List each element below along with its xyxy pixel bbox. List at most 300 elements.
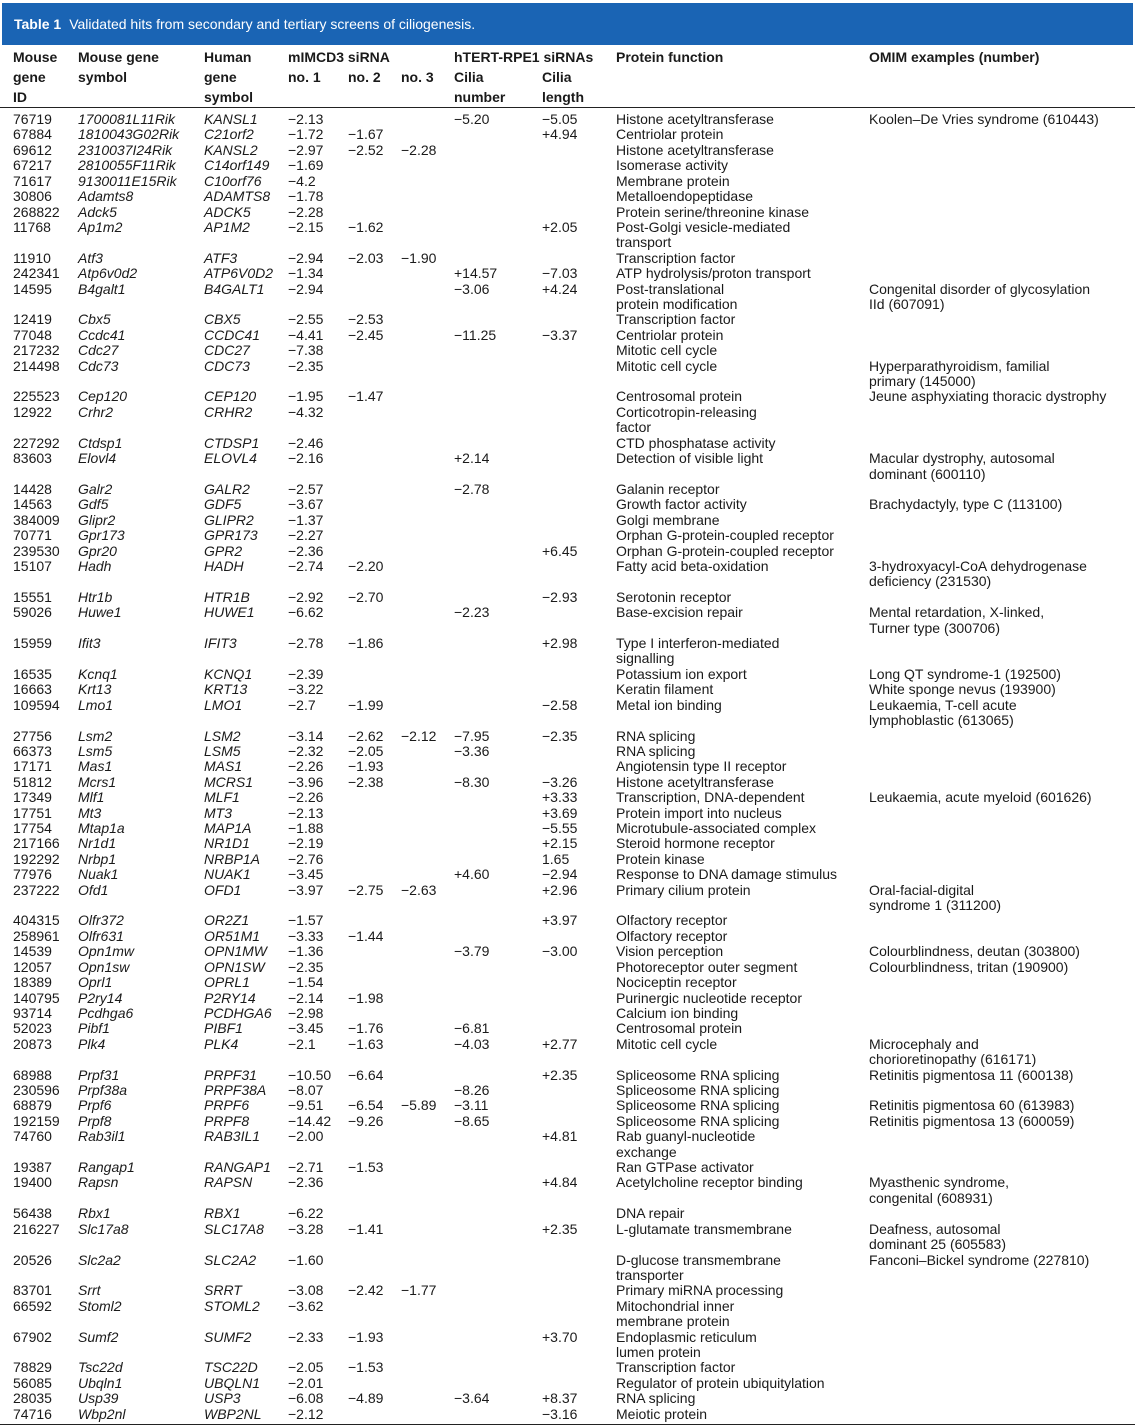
cell-mouse-gene-id: 12057 — [13, 958, 52, 975]
cell-protein-function: Transcription factor — [616, 249, 736, 266]
table-row — [0, 220, 1135, 251]
table-row — [0, 605, 1135, 636]
cell-mimcd3-no1: −6.62 — [288, 604, 324, 621]
cell-mouse-gene-symbol: Rapsn — [78, 1174, 119, 1191]
cell-mimcd3-no1: −2.36 — [288, 542, 324, 559]
cell-human-gene-symbol: WBP2NL — [204, 1405, 262, 1422]
cell-mouse-gene-symbol: Tsc22d — [78, 1359, 123, 1376]
cell-human-gene-symbol: ATF3 — [204, 249, 238, 266]
cell-human-gene-symbol: GPR173 — [204, 527, 258, 544]
cell-mimcd3-no3: −5.89 — [401, 1097, 437, 1114]
table-row — [0, 482, 1135, 497]
cell-mimcd3-no1: −9.51 — [288, 1097, 324, 1114]
cell-mimcd3-no2: −2.75 — [348, 881, 384, 898]
cell-mimcd3-no1: −2.15 — [288, 218, 324, 235]
cell-mouse-gene-id: 28035 — [13, 1390, 52, 1407]
cell-mouse-gene-symbol: B4galt1 — [78, 280, 126, 297]
cell-mouse-gene-symbol: Oprl1 — [78, 974, 113, 991]
cell-protein-function: Primary cilium protein — [616, 881, 751, 898]
cell-omim: Oral-facial-digital syndrome 1 (311200) — [869, 881, 1002, 913]
table-row — [0, 1037, 1135, 1068]
cell-mouse-gene-symbol: Srrt — [78, 1282, 101, 1299]
cell-mouse-gene-id: 30806 — [13, 188, 52, 205]
cell-cilia-number: +2.14 — [454, 450, 490, 467]
cell-cilia-length: +4.84 — [542, 1174, 578, 1191]
table-row — [0, 451, 1135, 482]
cell-protein-function: L-glutamate transmembrane — [616, 1220, 792, 1237]
cell-mouse-gene-id: 12419 — [13, 311, 52, 328]
table-row — [0, 682, 1135, 697]
cell-mouse-gene-symbol: Pibf1 — [78, 1020, 110, 1037]
cell-human-gene-symbol: LSM5 — [204, 742, 241, 759]
cell-protein-function: Post-translational protein modification — [616, 280, 738, 312]
cell-human-gene-symbol: USP3 — [204, 1390, 241, 1407]
cell-human-gene-symbol: KRT13 — [204, 681, 248, 698]
cell-mimcd3-no1: −2.27 — [288, 527, 324, 544]
cell-mouse-gene-id: 20873 — [13, 1035, 52, 1052]
cell-protein-function: D-glucose transmembrane transporter — [616, 1251, 781, 1283]
cell-protein-function: Galanin receptor — [616, 480, 720, 497]
header-mimcd3-sirna: mIMCD3 siRNA — [288, 49, 390, 65]
cell-mouse-gene-symbol: Rbx1 — [78, 1205, 111, 1222]
cell-mimcd3-no2: −2.20 — [348, 557, 384, 574]
cell-protein-function: Regulator of protein ubiquitylation — [616, 1374, 825, 1391]
cell-protein-function: Nociceptin receptor — [616, 974, 737, 991]
cell-mimcd3-no2: −6.64 — [348, 1066, 384, 1083]
cell-mouse-gene-symbol: Cdc27 — [78, 342, 119, 359]
table-row — [0, 405, 1135, 436]
cell-omim: Retinitis pigmentosa 60 (613983) — [869, 1097, 1075, 1114]
cell-protein-function: Centrosomal protein — [616, 388, 743, 405]
cell-mimcd3-no2: −9.26 — [348, 1112, 384, 1129]
cell-human-gene-symbol: OPN1MW — [204, 943, 267, 960]
table-row — [0, 913, 1135, 928]
cell-mouse-gene-id: 109594 — [13, 696, 60, 713]
cell-cilia-length: +6.45 — [542, 542, 578, 559]
cell-mouse-gene-id: 239530 — [13, 542, 60, 559]
cell-mouse-gene-symbol: Gpr173 — [78, 527, 125, 544]
cell-protein-function: Growth factor activity — [616, 496, 747, 513]
cell-mimcd3-no1: −2.16 — [288, 450, 324, 467]
table-row — [0, 1283, 1135, 1298]
table-row — [0, 729, 1135, 744]
cell-protein-function: ATP hydrolysis/proton transport — [616, 265, 811, 282]
table-row — [0, 852, 1135, 867]
cell-human-gene-symbol: CEP120 — [204, 388, 257, 405]
cell-omim: Colourblindness, tritan (190900) — [869, 958, 1069, 975]
cell-mimcd3-no1: −2.78 — [288, 635, 324, 651]
cell-human-gene-symbol: KANSL1 — [204, 111, 258, 127]
cell-mouse-gene-symbol: Slc17a8 — [78, 1220, 129, 1237]
cell-human-gene-symbol: UBQLN1 — [204, 1374, 261, 1391]
cell-mimcd3-no1: −2.39 — [288, 665, 324, 682]
cell-mimcd3-no3: −2.28 — [401, 141, 437, 158]
cell-protein-function: Mitotic cell cycle — [616, 1035, 718, 1052]
cell-protein-function: Membrane protein — [616, 172, 730, 189]
cell-mouse-gene-symbol: Prpf38a — [78, 1081, 128, 1098]
header-human-gene-symbol: Human gene symbol — [204, 49, 254, 105]
cell-mouse-gene-id: 20526 — [13, 1251, 52, 1268]
cell-cilia-number: +4.60 — [454, 866, 490, 883]
cell-mimcd3-no2: −1.93 — [348, 758, 384, 775]
table-row — [0, 282, 1135, 313]
cell-cilia-length: +2.96 — [542, 881, 578, 898]
cell-protein-function: Spliceosome RNA splicing — [616, 1097, 780, 1114]
table-caption-text: Validated hits from secondary and tertiary screens of ciliogenesis. — [69, 16, 476, 32]
cell-cilia-length: +3.69 — [542, 804, 578, 821]
cell-mouse-gene-id: 384009 — [13, 511, 60, 528]
cell-omim: Mental retardation, X-linked, Turner type (300706) — [869, 604, 1045, 636]
cell-cilia-number: −2.78 — [454, 480, 490, 497]
cell-cilia-length: +4.94 — [542, 126, 578, 143]
cell-human-gene-symbol: KANSL2 — [204, 141, 258, 158]
cell-human-gene-symbol: SUMF2 — [204, 1328, 252, 1345]
cell-mouse-gene-id: 76719 — [13, 111, 52, 127]
cell-mimcd3-no1: −3.28 — [288, 1220, 324, 1237]
cell-mimcd3-no1: −2.35 — [288, 357, 324, 374]
cell-mimcd3-no1: −1.37 — [288, 511, 324, 528]
cell-mimcd3-no2: −2.70 — [348, 588, 384, 605]
cell-protein-function: Steroid hormone receptor — [616, 835, 775, 852]
cell-human-gene-symbol: C14orf149 — [204, 157, 270, 174]
cell-mouse-gene-id: 71617 — [13, 172, 52, 189]
cell-mimcd3-no3: −1.90 — [401, 249, 437, 266]
cell-human-gene-symbol: CDC73 — [204, 357, 250, 374]
cell-mimcd3-no1: −3.67 — [288, 496, 324, 513]
cell-human-gene-symbol: PRPF8 — [204, 1112, 250, 1129]
cell-mimcd3-no1: −10.50 — [288, 1066, 332, 1083]
cell-cilia-number: −3.06 — [454, 280, 490, 297]
cell-cilia-length: −2.58 — [542, 696, 578, 713]
cell-human-gene-symbol: RAB3IL1 — [204, 1128, 261, 1145]
cell-omim: Koolen–De Vries syndrome (610443) — [869, 111, 1099, 127]
cell-mimcd3-no2: −2.62 — [348, 727, 384, 744]
cell-cilia-length: +2.35 — [542, 1066, 578, 1083]
cell-mouse-gene-symbol: Prpf6 — [78, 1097, 112, 1114]
cell-mimcd3-no2: −2.45 — [348, 326, 384, 343]
cell-mimcd3-no3: −1.77 — [401, 1282, 437, 1299]
cell-protein-function: Protein import into nucleus — [616, 804, 782, 821]
cell-human-gene-symbol: CDC27 — [204, 342, 250, 359]
cell-mimcd3-no1: −8.07 — [288, 1081, 324, 1098]
table-row — [0, 759, 1135, 774]
cell-mouse-gene-symbol: Nuak1 — [78, 866, 119, 883]
cell-mouse-gene-id: 52023 — [13, 1020, 52, 1037]
cell-cilia-length: −7.03 — [542, 265, 578, 282]
cell-omim: Long QT syndrome-1 (192500) — [869, 665, 1061, 682]
cell-mouse-gene-symbol: Elovl4 — [78, 450, 117, 467]
cell-mimcd3-no2: −1.47 — [348, 388, 384, 405]
cell-mimcd3-no1: −6.08 — [288, 1390, 324, 1407]
cell-mimcd3-no2: −1.63 — [348, 1035, 384, 1052]
cell-mouse-gene-symbol: Lmo1 — [78, 696, 114, 713]
cell-mouse-gene-id: 67217 — [13, 157, 52, 174]
cell-mimcd3-no1: −3.08 — [288, 1282, 324, 1299]
cell-human-gene-symbol: HTR1B — [204, 588, 250, 605]
cell-protein-function: Base-excision repair — [616, 604, 743, 621]
cell-mimcd3-no2: −2.52 — [348, 141, 384, 158]
cell-cilia-number: −4.03 — [454, 1035, 490, 1052]
cell-mimcd3-no1: −2.28 — [288, 203, 324, 220]
cell-cilia-length: −3.00 — [542, 943, 578, 960]
cell-mouse-gene-id: 192292 — [13, 850, 60, 867]
cell-cilia-length: +3.33 — [542, 789, 578, 806]
cell-mimcd3-no2: −1.41 — [348, 1220, 384, 1237]
table-row — [0, 544, 1135, 559]
cell-mouse-gene-symbol: 1700081L11Rik — [78, 111, 176, 127]
cell-protein-function: Type I interferon-mediated signalling — [616, 635, 780, 667]
header-mouse-gene-id: Mouse gene ID — [13, 49, 58, 105]
cell-mouse-gene-id: 11910 — [13, 249, 51, 266]
cell-mouse-gene-symbol: Slc2a2 — [78, 1251, 121, 1268]
table-row — [0, 312, 1135, 327]
cell-cilia-length: +2.77 — [542, 1035, 578, 1052]
cell-mouse-gene-id: 140795 — [13, 989, 60, 1006]
table-label: Table 1 — [14, 16, 62, 32]
cell-omim: Congenital disorder of glycosylation IId (607091) — [869, 280, 1091, 312]
cell-mouse-gene-symbol: Ccdc41 — [78, 326, 126, 343]
cell-human-gene-symbol: RANGAP1 — [204, 1159, 271, 1175]
cell-mimcd3-no1: −2.94 — [288, 249, 324, 266]
cell-mouse-gene-id: 67884 — [13, 126, 52, 143]
cell-mouse-gene-id: 74760 — [13, 1128, 52, 1145]
table-row — [0, 1360, 1135, 1375]
cell-mouse-gene-id: 217166 — [13, 835, 60, 852]
cell-cilia-length: −2.93 — [542, 588, 578, 605]
cell-mimcd3-no1: −4.41 — [288, 326, 324, 343]
table-header — [0, 47, 1135, 108]
cell-protein-function: Golgi membrane — [616, 511, 720, 528]
table-row — [0, 251, 1135, 266]
cell-mimcd3-no1: −1.34 — [288, 265, 324, 282]
cell-mimcd3-no1: −2.19 — [288, 835, 324, 852]
cell-cilia-length: +8.37 — [542, 1390, 578, 1407]
cell-mouse-gene-id: 59026 — [13, 604, 52, 621]
cell-mouse-gene-id: 27756 — [13, 727, 52, 744]
cell-human-gene-symbol: OR2Z1 — [204, 912, 250, 929]
cell-omim: Retinitis pigmentosa 11 (600138) — [869, 1066, 1074, 1083]
cell-mouse-gene-symbol: Ctdsp1 — [78, 434, 123, 451]
cell-human-gene-symbol: P2RY14 — [204, 989, 256, 1006]
cell-protein-function: Olfactory receptor — [616, 927, 728, 944]
table-row — [0, 1006, 1135, 1021]
cell-human-gene-symbol: NRBP1A — [204, 850, 261, 867]
cell-mouse-gene-id: 16535 — [13, 665, 52, 682]
cell-mouse-gene-symbol: Ifit3 — [78, 635, 101, 651]
header-no3: no. 3 — [401, 69, 434, 85]
cell-protein-function: Fatty acid beta-oxidation — [616, 557, 769, 574]
cell-protein-function: Orphan G-protein-coupled receptor — [616, 527, 834, 544]
cell-mimcd3-no2: −1.93 — [348, 1328, 384, 1345]
cell-mimcd3-no1: −1.54 — [288, 974, 324, 991]
cell-mouse-gene-symbol: Opn1mw — [78, 943, 135, 960]
table-row — [0, 698, 1135, 729]
cell-mouse-gene-symbol: Usp39 — [78, 1390, 119, 1407]
cell-mimcd3-no1: −2.26 — [288, 789, 324, 806]
header-htert-sirnas: hTERT-RPE1 siRNAs — [454, 49, 594, 65]
table-row — [0, 636, 1135, 667]
cell-cilia-length: 1.65 — [542, 850, 570, 867]
cell-mouse-gene-symbol: Sumf2 — [78, 1328, 119, 1345]
header-cilia-length: Cilia length — [542, 69, 584, 105]
cell-mimcd3-no1: −3.96 — [288, 773, 324, 790]
cell-mimcd3-no1: −1.36 — [288, 943, 324, 960]
cell-cilia-length: −3.16 — [542, 1405, 578, 1422]
cell-cilia-number: −6.81 — [454, 1020, 490, 1037]
cell-protein-function: Centriolar protein — [616, 326, 724, 343]
cell-mimcd3-no1: −2.13 — [288, 804, 324, 821]
cell-mimcd3-no2: −6.54 — [348, 1097, 384, 1114]
cell-human-gene-symbol: C10orf76 — [204, 172, 262, 189]
table-row — [0, 189, 1135, 204]
cell-mouse-gene-symbol: Mcrs1 — [78, 773, 117, 790]
cell-human-gene-symbol: MAP1A — [204, 819, 252, 836]
cell-human-gene-symbol: ADCK5 — [204, 203, 251, 220]
cell-mouse-gene-symbol: Krt13 — [78, 681, 112, 698]
cell-human-gene-symbol: OFD1 — [204, 881, 242, 898]
cell-mouse-gene-symbol: Cdc73 — [78, 357, 119, 374]
cell-protein-function: Angiotensin type II receptor — [616, 758, 787, 775]
cell-mouse-gene-id: 74716 — [13, 1405, 52, 1422]
table-row — [0, 867, 1135, 882]
cell-human-gene-symbol: PRPF38A — [204, 1081, 267, 1098]
cell-mimcd3-no1: −2.05 — [288, 1359, 324, 1376]
cell-mouse-gene-id: 56085 — [13, 1374, 52, 1391]
cell-cilia-length: +4.24 — [542, 280, 578, 297]
cell-mouse-gene-symbol: Crhr2 — [78, 403, 114, 420]
cell-protein-function: Ran GTPase activator — [616, 1159, 754, 1175]
cell-mouse-gene-id: 268822 — [13, 203, 60, 220]
table-row — [0, 1083, 1135, 1098]
cell-cilia-length: +3.97 — [542, 912, 578, 929]
cell-mouse-gene-symbol: Lsm5 — [78, 742, 113, 759]
cell-mimcd3-no1: −1.57 — [288, 912, 324, 929]
cell-mouse-gene-id: 66373 — [13, 742, 52, 759]
cell-mouse-gene-id: 17349 — [13, 789, 52, 806]
cell-human-gene-symbol: AP1M2 — [204, 218, 250, 235]
cell-mimcd3-no1: −2.13 — [288, 111, 324, 127]
cell-mouse-gene-id: 56438 — [13, 1205, 52, 1222]
cell-mimcd3-no1: −1.72 — [288, 126, 324, 143]
cell-mimcd3-no2: −1.44 — [348, 927, 384, 944]
cell-mouse-gene-id: 51812 — [13, 773, 52, 790]
cell-mimcd3-no1: −14.42 — [288, 1112, 332, 1129]
cell-mouse-gene-symbol: Rangap1 — [78, 1159, 135, 1175]
cell-protein-function: Spliceosome RNA splicing — [616, 1066, 780, 1083]
table-row — [0, 744, 1135, 759]
cell-mimcd3-no1: −4.32 — [288, 403, 324, 420]
cell-cilia-number: −3.79 — [454, 943, 490, 960]
cell-mouse-gene-id: 14595 — [13, 280, 52, 297]
cell-protein-function: Keratin filament — [616, 681, 714, 698]
cell-mouse-gene-symbol: P2ry14 — [78, 989, 123, 1006]
cell-mouse-gene-id: 237222 — [13, 881, 60, 898]
table-row — [0, 944, 1135, 959]
table-row — [0, 343, 1135, 358]
cell-mimcd3-no2: −2.42 — [348, 1282, 384, 1299]
cell-mouse-gene-id: 68879 — [13, 1097, 52, 1114]
cell-mouse-gene-symbol: Hadh — [78, 557, 112, 574]
cell-protein-function: Histone acetyltransferase — [616, 141, 774, 158]
cell-mouse-gene-symbol: Nr1d1 — [78, 835, 117, 852]
cell-mimcd3-no1: −2.14 — [288, 989, 324, 1006]
cell-human-gene-symbol: PLK4 — [204, 1035, 239, 1052]
table-row — [0, 205, 1135, 220]
cell-mouse-gene-id: 14563 — [13, 496, 52, 513]
cell-protein-function: Transcription, DNA-dependent — [616, 789, 805, 806]
cell-mimcd3-no2: −1.53 — [348, 1359, 384, 1376]
cell-mimcd3-no1: −3.45 — [288, 1020, 324, 1037]
table-caption — [2, 3, 1133, 45]
cell-mouse-gene-id: 217232 — [13, 342, 60, 359]
cell-human-gene-symbol: OR51M1 — [204, 927, 261, 944]
cell-cilia-number: −3.36 — [454, 742, 490, 759]
cell-protein-function: Primary miRNA processing — [616, 1282, 784, 1299]
cell-cilia-length: −3.26 — [542, 773, 578, 790]
cell-human-gene-symbol: LMO1 — [204, 696, 243, 713]
cell-human-gene-symbol: SLC17A8 — [204, 1220, 264, 1237]
cell-protein-function: Corticotropin-releasing factor — [616, 403, 757, 436]
table-body — [0, 110, 1135, 1425]
cell-protein-function: Protein kinase — [616, 850, 705, 867]
cell-protein-function: DNA repair — [616, 1205, 685, 1222]
cell-omim: Deafness, autosomal dominant 25 (605583) — [869, 1220, 1006, 1252]
table-row — [0, 590, 1135, 605]
cell-mouse-gene-id: 17751 — [13, 804, 52, 821]
table-row — [0, 1098, 1135, 1113]
cell-mimcd3-no1: −3.45 — [288, 866, 324, 883]
cell-mouse-gene-symbol: Olfr372 — [78, 912, 124, 929]
cell-cilia-length: +4.81 — [542, 1128, 578, 1145]
cell-omim: Leukaemia, acute myeloid (601626) — [869, 789, 1092, 806]
cell-omim: Microcephaly and chorioretinopathy (616171) — [869, 1035, 1037, 1068]
cell-mouse-gene-symbol: Stoml2 — [78, 1297, 122, 1314]
cell-protein-function: Spliceosome RNA splicing — [616, 1081, 780, 1098]
cell-mouse-gene-id: 14428 — [13, 480, 52, 497]
cell-protein-function: Detection of visible light — [616, 450, 764, 467]
cell-human-gene-symbol: PRPF6 — [204, 1097, 250, 1114]
header-omim: OMIM examples (number) — [869, 49, 1040, 65]
cell-mimcd3-no1: −2.7 — [288, 696, 316, 713]
cell-mouse-gene-id: 93714 — [13, 1004, 52, 1021]
cell-mimcd3-no1: −1.95 — [288, 388, 324, 405]
cell-human-gene-symbol: HUWE1 — [204, 604, 255, 621]
cell-human-gene-symbol: NUAK1 — [204, 866, 251, 883]
cell-human-gene-symbol: PIBF1 — [204, 1020, 243, 1037]
cell-mouse-gene-id: 12922 — [13, 403, 52, 420]
cell-mouse-gene-symbol: Pcdhga6 — [78, 1004, 134, 1021]
cell-mimcd3-no2: −1.86 — [348, 635, 384, 651]
cell-protein-function: Orphan G-protein-coupled receptor — [616, 542, 834, 559]
cell-human-gene-symbol: CRHR2 — [204, 403, 253, 420]
cell-protein-function: Response to DNA damage stimulus — [616, 866, 837, 883]
cell-mimcd3-no2: −1.99 — [348, 696, 384, 713]
cell-cilia-length: −2.94 — [542, 866, 578, 883]
cell-human-gene-symbol: MLF1 — [204, 789, 240, 806]
cell-protein-function: Rab guanyl-nucleotide exchange — [616, 1128, 756, 1160]
cell-human-gene-symbol: OPRL1 — [204, 974, 250, 991]
cell-mimcd3-no1: −6.22 — [288, 1205, 324, 1222]
cell-protein-function: Vision perception — [616, 943, 724, 960]
cell-cilia-number: −5.20 — [454, 111, 490, 127]
cell-human-gene-symbol: MCRS1 — [204, 773, 254, 790]
cell-human-gene-symbol: STOML2 — [204, 1297, 260, 1314]
cell-mimcd3-no1: −2.55 — [288, 311, 324, 328]
cell-human-gene-symbol: SRRT — [204, 1282, 242, 1299]
cell-protein-function: Mitotic cell cycle — [616, 342, 718, 359]
cell-mouse-gene-symbol: Mas1 — [78, 758, 113, 775]
cell-mouse-gene-symbol: Cbx5 — [78, 311, 111, 328]
